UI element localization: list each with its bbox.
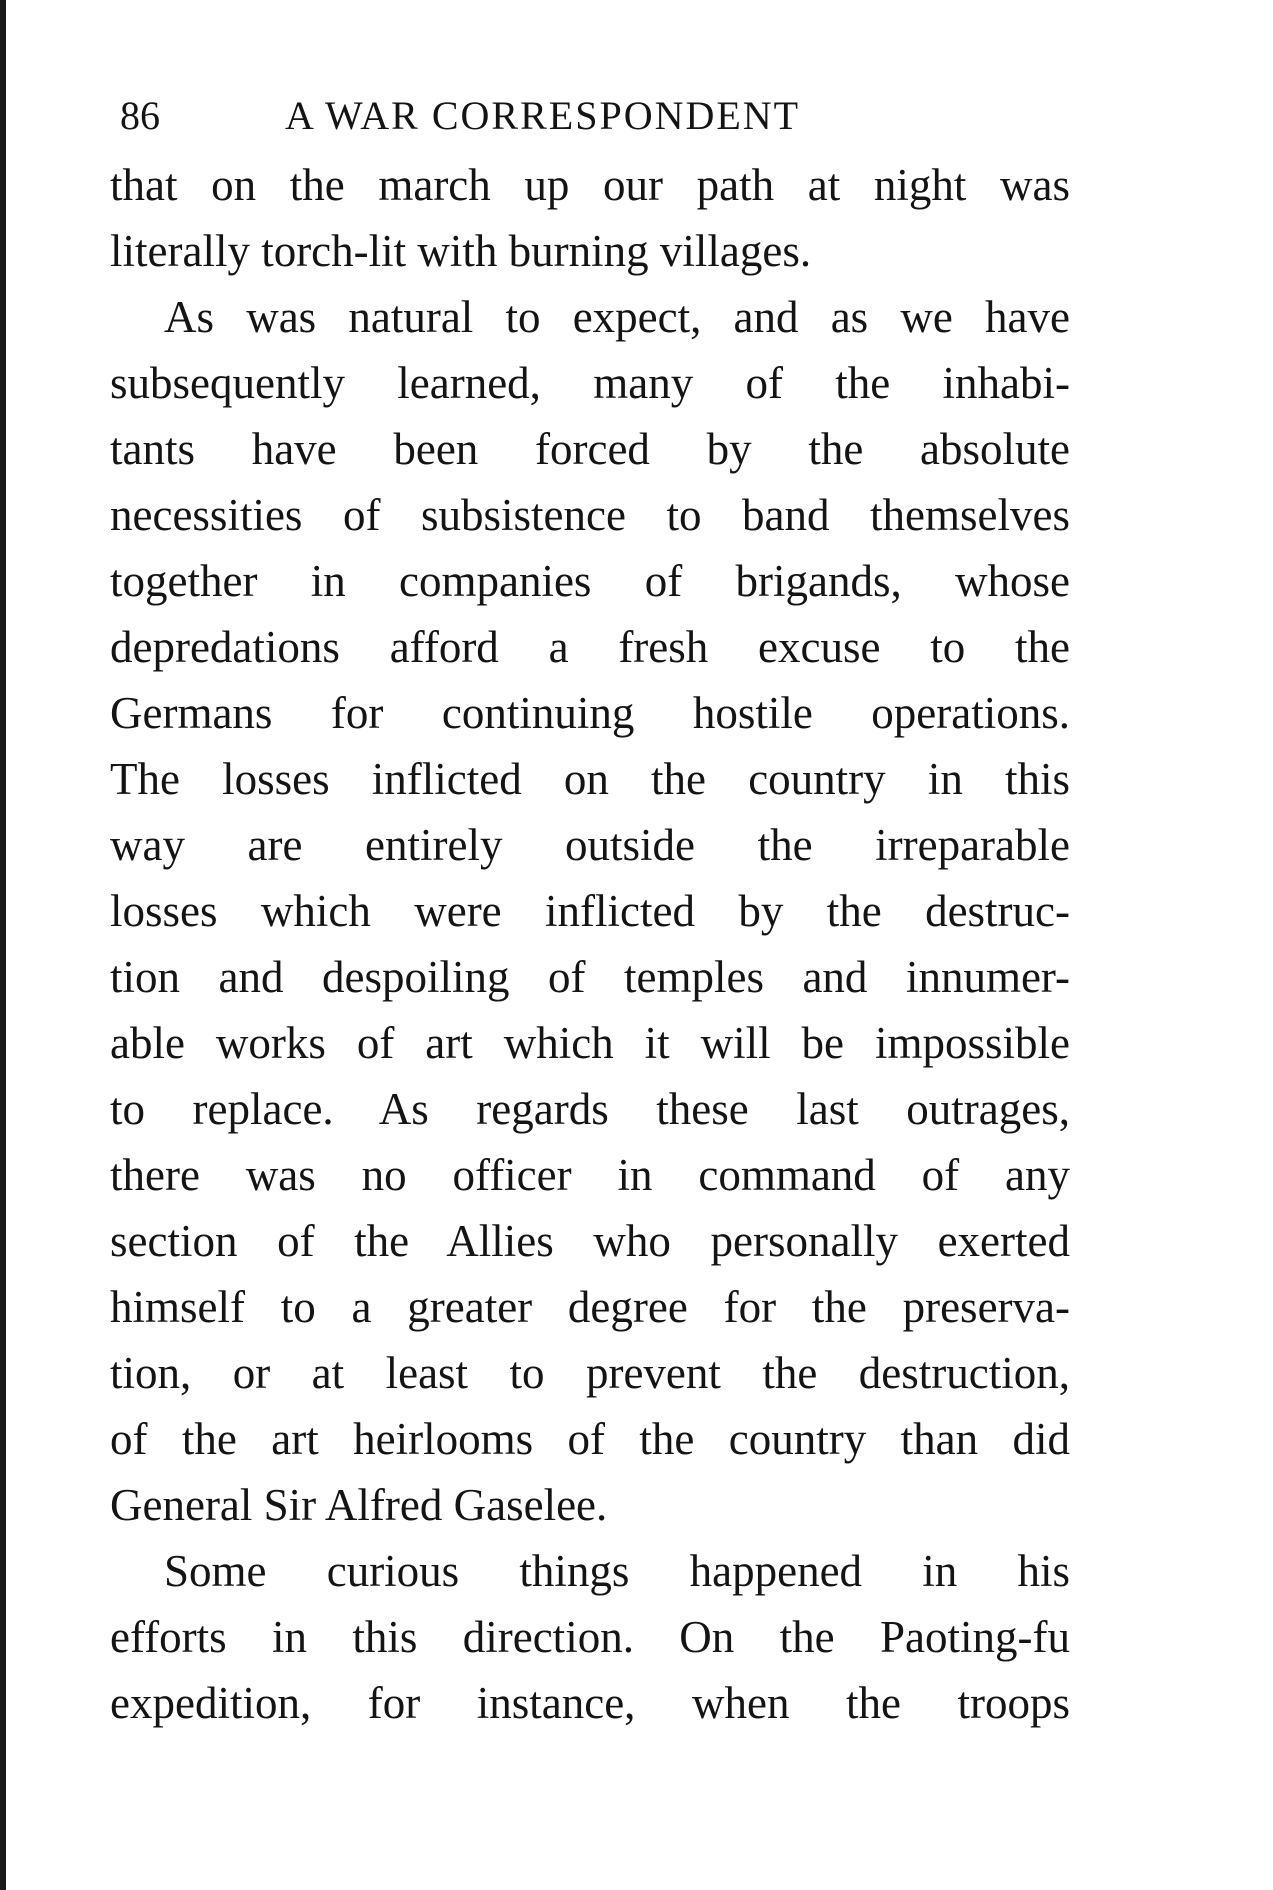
text-line: tion, or at least to prevent the destruction, [110,1348,1070,1398]
text-line: section of the Allies who personally exerted [110,1216,1070,1266]
text-line: losses which were inflicted by the destruc- [110,886,1070,936]
text-line: of the art heirlooms of the country than did [110,1414,1070,1464]
text-line: Some curious things happened in his [164,1546,1070,1596]
text-line: tants have been forced by the absolute [110,424,1070,474]
paragraph [110,152,1070,284]
text-line: General Sir Alfred Gaselee. [110,1480,608,1530]
page-binding-edge [0,0,6,1890]
text-line: literally torch-lit with burning villages. [110,226,812,276]
body-text [110,152,1070,1736]
text-line: together in companies of brigands, whose [110,556,1070,606]
text-line: subsequently learned, many of the inhabi- [110,358,1070,408]
text-line: that on the march up our path at night was [110,160,1070,210]
paragraph [110,1538,1070,1736]
book-page [110,80,1070,1736]
page-number: 86 [120,93,160,138]
text-line: expedition, for instance, when the troops [110,1678,1070,1728]
text-line: necessities of subsistence to band themselves [110,490,1070,540]
paragraph [110,284,1070,1538]
text-line: himself to a greater degree for the preserva- [110,1282,1070,1332]
text-line: way are entirely outside the irreparable [110,820,1070,870]
text-line: there was no officer in command of any [110,1150,1070,1200]
running-head [110,80,1070,152]
text-line: able works of art which it will be impossible [110,1018,1070,1068]
text-line: The losses inflicted on the country in this [110,754,1070,804]
text-line: As was natural to expect, and as we have [164,292,1070,342]
text-line: Germans for continuing hostile operations. [110,688,1070,738]
text-line: tion and despoiling of temples and innumer- [110,952,1070,1002]
text-line: to replace. As regards these last outrages, [110,1084,1070,1134]
running-head-title: A WAR CORRESPONDENT [285,93,801,138]
text-line: depredations afford a fresh excuse to the [110,622,1070,672]
text-line: efforts in this direction. On the Paoting-fu [110,1612,1070,1662]
